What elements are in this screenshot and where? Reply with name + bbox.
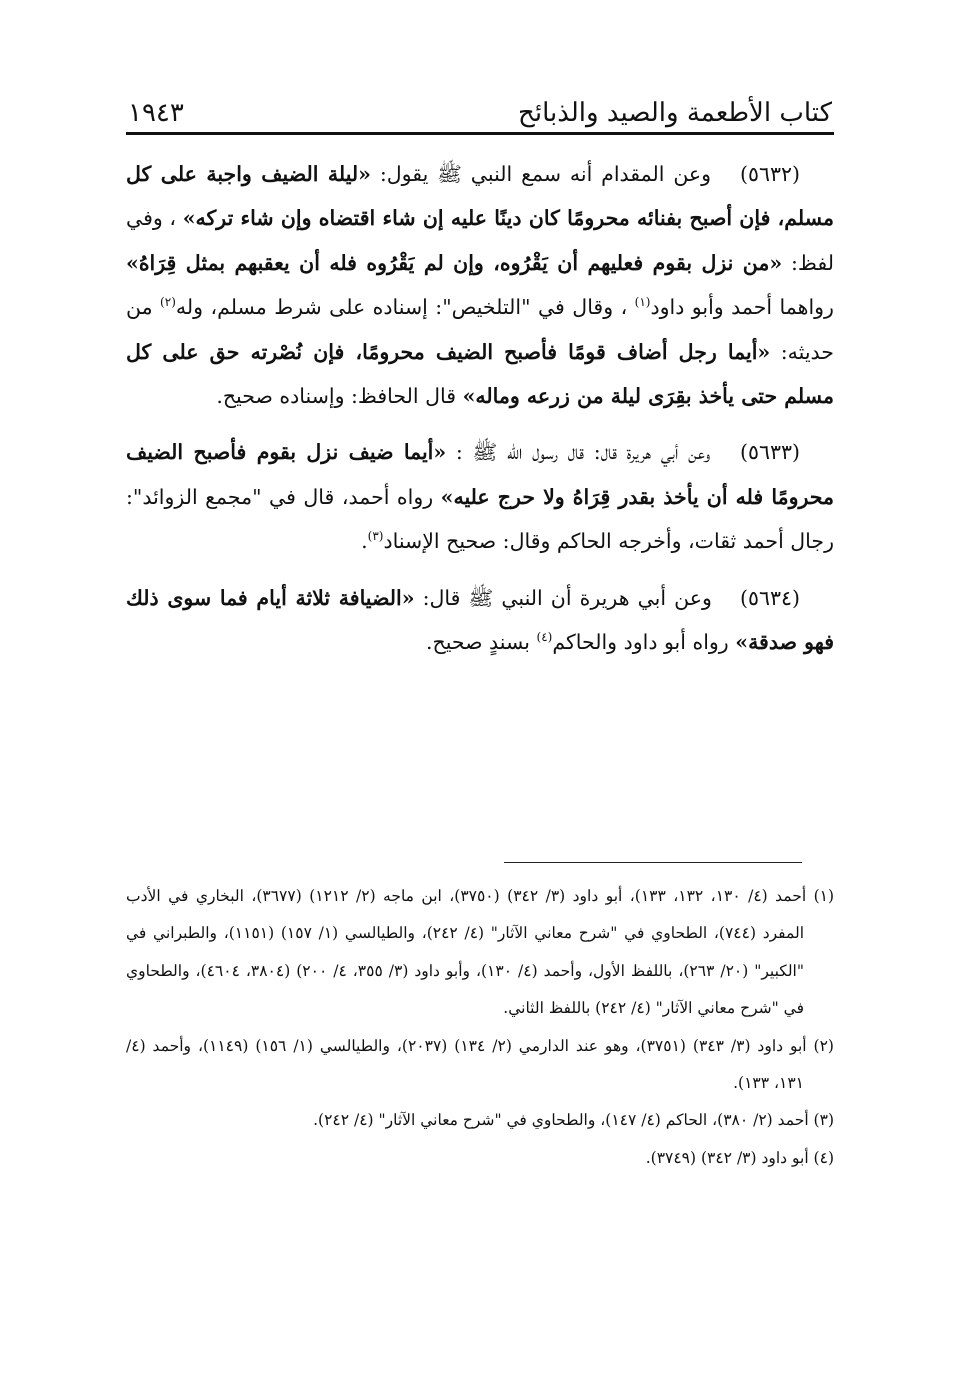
hadith-text: من حديثه: [126,295,834,364]
footnote-4: (٤) أبو داود (٣/ ٣٤٢) (٣٧٤٩). [645,1148,834,1167]
footnote-ref[interactable]: (٤) [536,630,553,645]
hadith-text: قال الحافظ: وإسناده صحيح. [216,384,457,409]
hadith-text: بسندٍ صحيح. [425,630,530,655]
hadith-intro: وعن أبي هريرة أن النبي ﷺ قال: [414,585,712,610]
hadith-text: رواه أبو داود والحاكم [552,630,729,655]
page-number: ١٩٤٣ [128,98,184,128]
hadith-number: (٥٦٣٤) [739,585,800,610]
footnote-ref[interactable]: (١) [634,295,651,310]
footnote-ref[interactable]: (٢) [160,295,176,310]
hadith-matn: «أيما رجل أضاف قومًا فأصبح الضيف محرومًا، فإن نُصْرته حق على كل مسلم حتى يأخذ بقِرَى ليلة من زرعه وماله» [126,339,834,409]
running-head [128,86,832,130]
hadith-text: ، وقال في "التلخيص": إسناده على شرط مسلم، وله [175,295,628,320]
main-text [126,152,834,676]
hadith-5632 [126,152,834,418]
hadith-number: (٥٦٣٣) [739,440,800,465]
hadith-text: ، وفي لفظ: [126,206,834,275]
hadith-text: رواهما أحمد وأبو داود [650,295,834,320]
footnote-1: (١) أحمد (٤/ ١٣٠، ١٣٢، ١٣٣)، أبو داود (٣/ ٣٤٢) (٣٧٥٠)، ابن ماجه (٢/ ١٢١٢) (٣٦٧٧)، البخاري في الأدب المفرد (٧٤٤)، الطحاوي في "شرح معاني الآثار" (٤/ ٢٤٢)، والطيالسي (١/ ١٥٧) (١١٥١)، والطبراني في "الكبير" (٢٠/ ٢٦٣)، باللفظ الأول، وأحمد (٤/ ١٣٠)، وأبو داود (٣/ ٣٥٥، ٤/ ٢٠٠) (٣٨٠٤، ٤٦٠٤)، والطحاوي في "شرح معاني الآثار" (٤/ ٢٤٢) باللفظ الثاني. [126,887,835,1018]
hadith-text: . [361,529,368,554]
hadith-5633 [126,430,834,563]
footnote-ref[interactable]: (٣) [367,529,384,544]
footnote-separator [504,862,802,863]
hadith-5634 [126,576,834,665]
hadith-intro: وعن أبي هريرة قال: قال رسول الله ﷺ : [446,440,711,465]
hadith-number: (٥٦٣٢) [739,162,800,186]
hadith-matn: «الضيافة ثلاثة أيام فما سوى ذلك فهو صدقة» [126,585,834,655]
header-rule [126,132,834,135]
book-title: كتاب الأطعمة والصيد والذبائح [518,98,832,128]
hadith-matn: «أيما ضيف نزل بقوم فأصبح الضيف محرومًا فله أن يأخذ بقدر قِرَاهُ ولا حرج عليه» [126,440,834,509]
footnote-3: (٣) أحمد (٢/ ٣٨٠)، الحاكم (٤/ ١٤٧)، والطحاوي في "شرح معاني الآثار" (٤/ ٢٤٢). [313,1111,834,1130]
footnotes [126,878,834,1177]
hadith-matn: «من نزل بقوم فعليهم أن يَقْرُوه، وإن لم يَقْرُوه فله أن يعقبهم بمثل قِرَاهُ» [126,250,783,275]
hadith-intro: وعن المقدام أنه سمع النبي ﷺ يقول: [370,162,712,186]
hadith-matn: «ليلة الضيف واجبة على كل مسلم، فإن أصبح بفنائه محرومًا كان دينًا عليه إن شاء اقتضاه وإن شاء تركه» [126,162,834,231]
hadith-text: رواه أحمد، قال في "مجمع الزوائد": رجال أحمد ثقات، وأخرجه الحاكم وقال: صحيح الإسناد [126,484,834,554]
footnote-2: (٢) أبو داود (٣/ ٣٤٣) (٣٧٥١)، وهو عند الدارمي (٢/ ١٣٤) (٢٠٣٧)، والطيالسي (١/ ١٥٦) (١١٤٩)، وأحمد (٤/ ١٣١، ١٣٣). [126,1036,834,1093]
